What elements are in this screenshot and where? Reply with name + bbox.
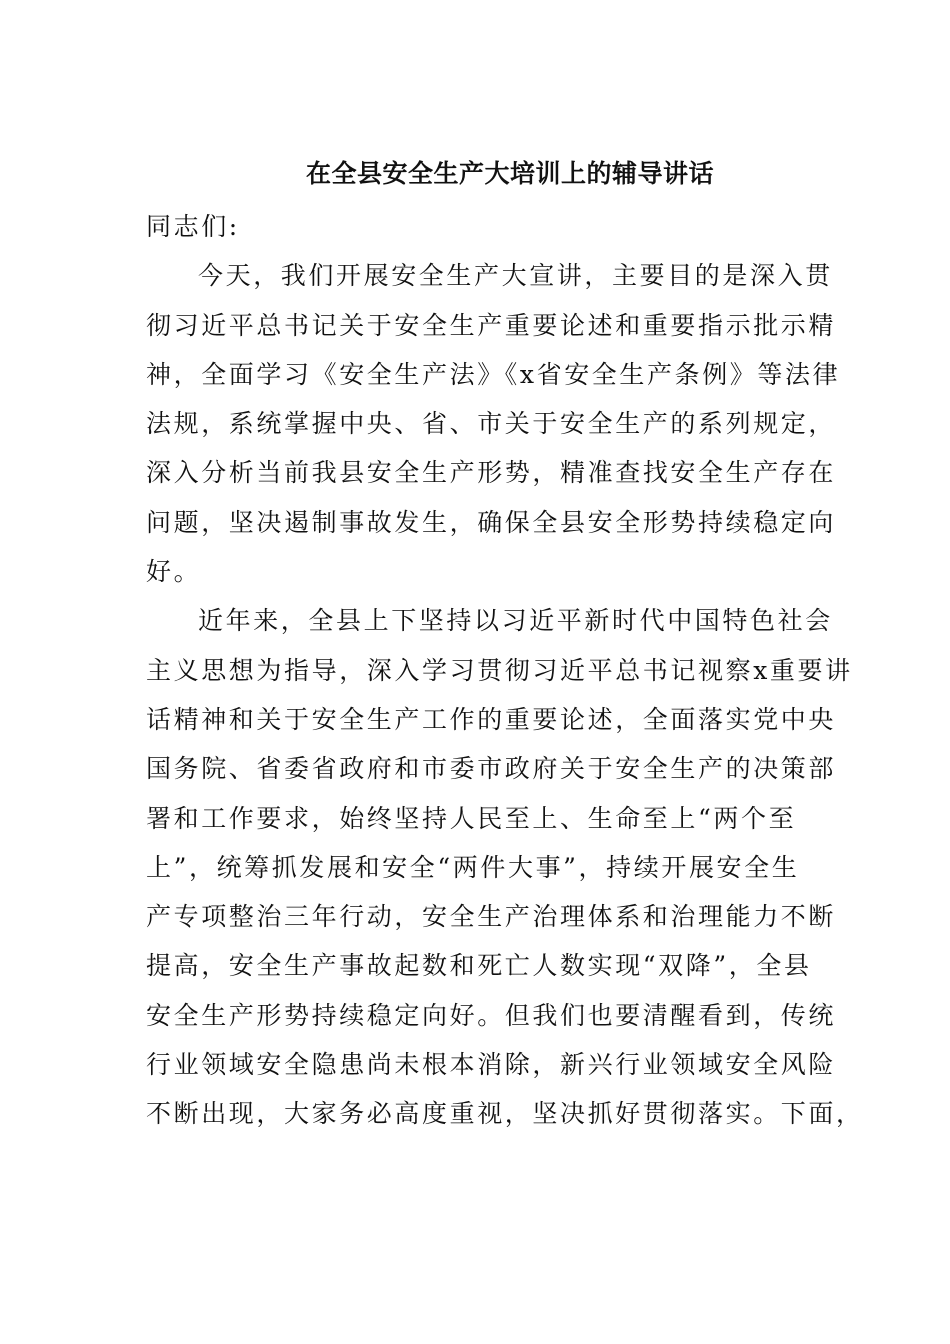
- document-title: 在全县安全生产大培训上的辅导讲话: [305, 159, 714, 188]
- paragraph-line: 国务院、省委省政府和市委市政府关于安全生产的决策部: [146, 754, 837, 784]
- paragraph-line: 产专项整治三年行动，安全生产治理体系和治理能力不断: [146, 902, 837, 932]
- paragraph-line: 近年来，全县上下坚持以习近平新时代中国特色社会: [198, 606, 833, 636]
- paragraph-2: [146, 596, 864, 1138]
- paragraph-line: 署和工作要求，始终坚持人民至上、生命至上“两个至: [146, 803, 797, 833]
- paragraph-line: 法规，系统掌握中央、省、市关于安全生产的系列规定，: [146, 409, 837, 439]
- paragraph-line: 提高，安全生产事故起数和死亡人数实现“双降”，全县: [146, 951, 812, 981]
- paragraph-line: 主义思想为指导，深入学习贯彻习近平总书记视察x重要讲: [146, 655, 853, 685]
- paragraph-line: 深入分析当前我县安全生产形势，精准查找安全生产存在: [146, 458, 837, 488]
- paragraph-1: [146, 251, 841, 596]
- paragraph-line: 好。: [146, 557, 202, 587]
- document-body: [146, 202, 864, 1139]
- paragraph-line: 话精神和关于安全生产工作的重要论述，全面落实党中央: [146, 704, 837, 734]
- salutation: 同志们:: [146, 212, 240, 241]
- paragraph-line: 神，全面学习《安全生产法》《x省安全生产条例》等法律: [146, 359, 841, 389]
- paragraph-line: 不断出现，大家务必高度重视，坚决抓好贯彻落实。下面，: [146, 1099, 864, 1129]
- paragraph-line: 安全生产形势持续稳定向好。但我们也要清醒看到，传统: [146, 1000, 837, 1030]
- paragraph-line: 今天，我们开展安全生产大宣讲，主要目的是深入贯: [198, 261, 833, 291]
- paragraph-line: 上”，统筹抓发展和安全“两件大事”，持续开展安全生: [146, 852, 800, 882]
- paragraph-line: 问题，坚决遏制事故发生，确保全县安全形势持续稳定向: [146, 507, 837, 537]
- paragraph-line: 行业领域安全隐患尚未根本消除，新兴行业领域安全风险: [146, 1050, 837, 1080]
- paragraph-line: 彻习近平总书记关于安全生产重要论述和重要指示批示精: [146, 310, 837, 340]
